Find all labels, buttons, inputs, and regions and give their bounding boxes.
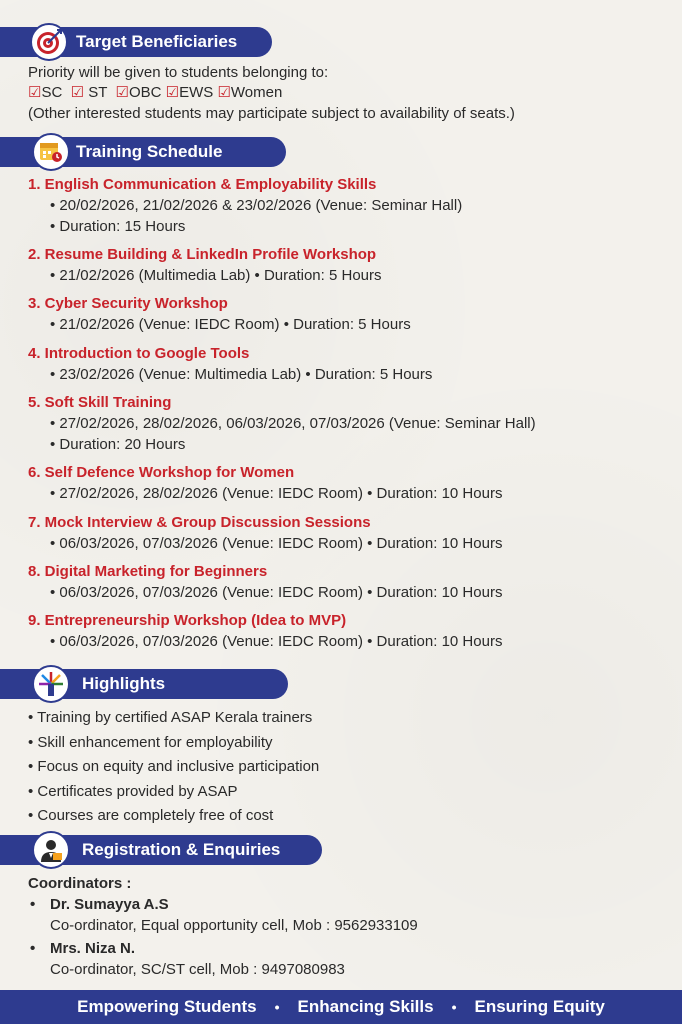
schedule-item-title: 8. Digital Marketing for Beginners — [28, 563, 268, 580]
checkbox-icon: ☑ — [217, 84, 231, 101]
schedule-item-detail: • 27/02/2026, 28/02/2026 (Venue: IEDC Room) • Duration: 10 Hours — [50, 485, 503, 502]
schedule-heading: Training Schedule — [76, 142, 223, 161]
checkbox-icon: ☑ — [165, 84, 180, 101]
highlight-item: • Focus on equity and inclusive participation — [28, 758, 320, 775]
schedule-item-detail: • 21/02/2026 (Venue: IEDC Room) • Duration: 5 Hours — [50, 316, 411, 333]
highlight-item: • Courses are completely free of cost — [28, 807, 274, 824]
footer-slogan: Empowering Students — [77, 997, 257, 1016]
highlights-heading: Highlights — [82, 674, 166, 693]
coordinators-label: Coordinators : — [28, 875, 132, 892]
footer-slogan: Enhancing Skills — [297, 997, 434, 1016]
target-heading: Target Beneficiaries — [76, 32, 238, 51]
highlight-item: • Training by certified ASAP Kerala trainers — [28, 709, 313, 726]
registration-heading: Registration & Enquiries — [82, 840, 281, 859]
user-icon — [32, 831, 70, 869]
schedule-item-title: 1. English Communication & Employability Skills — [28, 176, 377, 193]
schedule-item-detail: • Duration: 15 Hours — [50, 218, 186, 235]
checkbox-icon: ☑ — [28, 84, 42, 101]
target-intro: Priority will be given to students belonging to: — [28, 64, 329, 81]
schedule-item-detail: • 06/03/2026, 07/03/2026 (Venue: IEDC Room) • Duration: 10 Hours — [50, 633, 503, 650]
highlight-item: • Skill enhancement for employability — [28, 734, 273, 751]
coordinator-role: Co-ordinator, SC/ST cell, Mob : 9497080983 — [50, 961, 345, 978]
coordinator-role: Co-ordinator, Equal opportunity cell, Mob : 9562933109 — [50, 917, 418, 934]
schedule-item-detail: • 06/03/2026, 07/03/2026 (Venue: IEDC Room) • Duration: 10 Hours — [50, 584, 503, 601]
footer-banner — [0, 990, 682, 1024]
schedule-item-detail: • 20/02/2026, 21/02/2026 & 23/02/2026 (Venue: Seminar Hall) — [50, 197, 463, 214]
schedule-item-detail: • 21/02/2026 (Multimedia Lab) • Duration: 5 Hours — [50, 267, 382, 284]
highlights-icon — [32, 665, 70, 703]
category-ews: EWS — [179, 84, 214, 101]
schedule-item-detail: • 23/02/2026 (Venue: Multimedia Lab) • Duration: 5 Hours — [50, 366, 433, 383]
schedule-item-detail: • Duration: 20 Hours — [50, 436, 186, 453]
schedule-item-title: 7. Mock Interview & Group Discussion Sessions — [28, 514, 371, 531]
calendar-icon — [32, 133, 70, 171]
category-st: ST — [88, 84, 108, 101]
schedule-item-title: 4. Introduction to Google Tools — [28, 345, 250, 362]
footer-separator: • — [451, 999, 457, 1015]
checkbox-icon: ☑ — [70, 84, 85, 101]
schedule-item-detail: • 27/02/2026, 28/02/2026, 06/03/2026, 07/03/2026 (Venue: Seminar Hall) — [50, 415, 536, 432]
schedule-item-detail: • 06/03/2026, 07/03/2026 (Venue: IEDC Room) • Duration: 10 Hours — [50, 535, 503, 552]
category-list — [28, 84, 282, 102]
highlight-item: • Certificates provided by ASAP — [28, 783, 238, 800]
target-icon — [30, 23, 68, 61]
category-sc: SC — [41, 84, 63, 101]
category-women: Women — [230, 84, 283, 101]
category-obc: OBC — [128, 84, 162, 101]
schedule-item-title: 2. Resume Building & LinkedIn Profile Workshop — [28, 246, 377, 263]
schedule-item-title: 6. Self Defence Workshop for Women — [28, 464, 295, 481]
schedule-item-title: 9. Entrepreneurship Workshop (Idea to MVP) — [28, 612, 347, 629]
coordinator-bullet: • — [30, 940, 36, 957]
coordinator-name: Dr. Sumayya A.S — [50, 896, 169, 913]
coordinator-name: Mrs. Niza N. — [50, 940, 136, 957]
target-note: (Other interested students may participate subject to availability of seats.) — [28, 105, 515, 122]
footer-separator: • — [274, 999, 280, 1015]
schedule-item-title: 5. Soft Skill Training — [28, 394, 172, 411]
schedule-item-title: 3. Cyber Security Workshop — [28, 295, 228, 312]
coordinator-bullet: • — [30, 896, 36, 913]
checkbox-icon: ☑ — [115, 84, 129, 101]
footer-slogan: Ensuring Equity — [474, 997, 605, 1016]
